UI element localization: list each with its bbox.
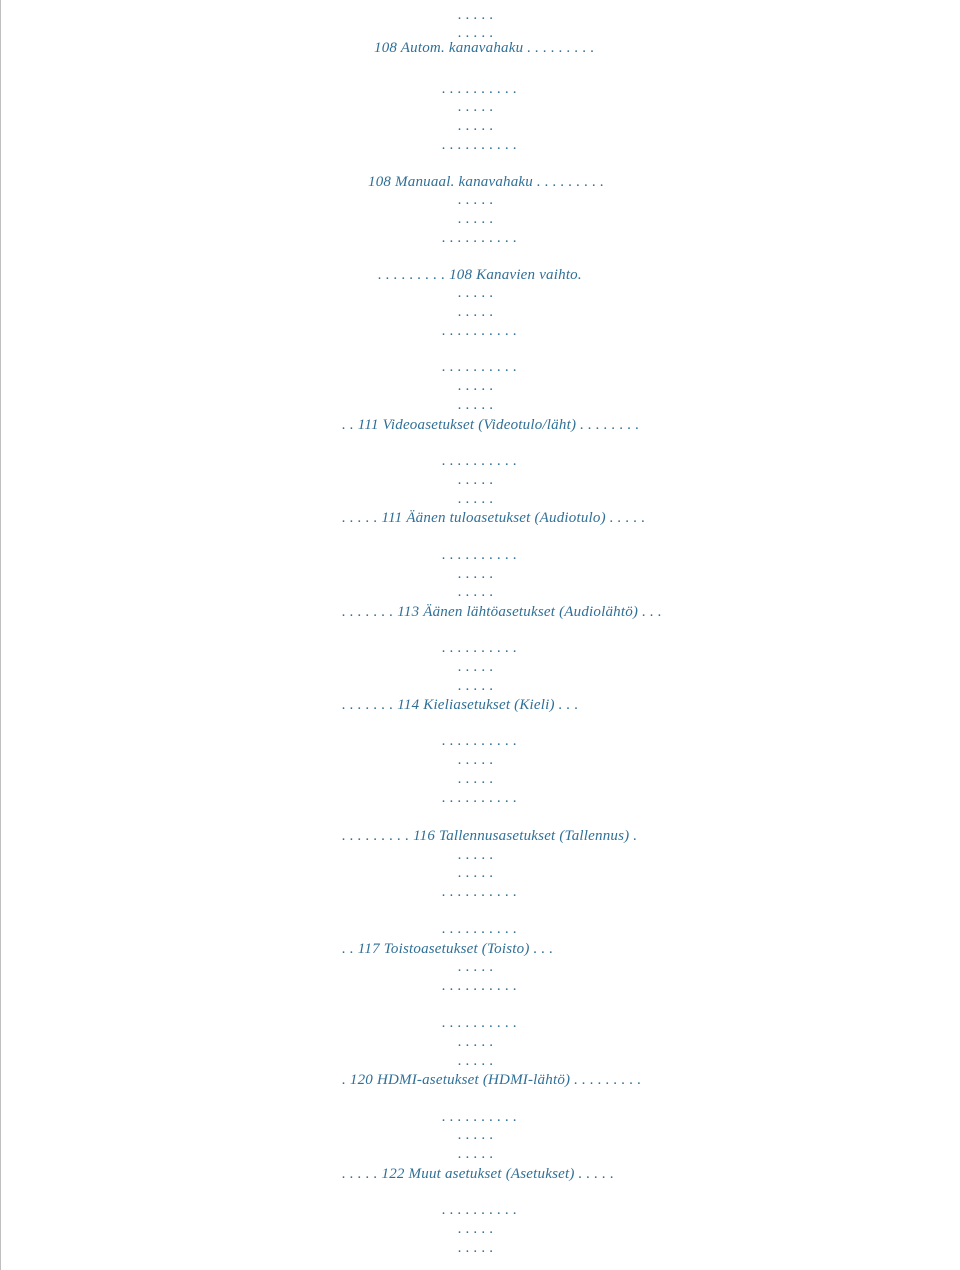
toc-entry: . . . . . 111 Äänen tuloasetukset (Audiotulo) . . . . .	[342, 510, 646, 526]
toc-leader-dots: . . . . .	[458, 1034, 494, 1050]
toc-leader-dots: . . . . . . . . . .	[442, 884, 518, 900]
toc-leader-dots: . . . . .	[458, 678, 494, 694]
toc-leader-dots: . . . . . . . . . .	[442, 137, 518, 153]
toc-entry: . . . . . 122 Muut asetukset (Asetukset) . . . . .	[342, 1166, 615, 1182]
toc-leader-dots: . . . . .	[458, 1221, 494, 1237]
toc-leader-dots: . . . . .	[458, 192, 494, 208]
toc-leader-dots: . . . . . . . . . .	[442, 978, 518, 994]
toc-entry: 108 Manuaal. kanavahaku . . . . . . . . .	[368, 174, 605, 190]
toc-leader-dots: . . . . . . . . . .	[442, 453, 518, 469]
toc-leader-dots: . . . . .	[458, 25, 494, 41]
toc-leader-dots: . . . . . . . . . .	[442, 359, 518, 375]
toc-entry: 108 Autom. kanavahaku . . . . . . . . .	[374, 40, 595, 56]
toc-leader-dots: . . . . . . . . . .	[442, 81, 518, 97]
toc-leader-dots: . . . . . . . . . .	[442, 921, 518, 937]
toc-entry: . 120 HDMI-asetukset (HDMI-lähtö) . . . . . . . . .	[342, 1072, 642, 1088]
toc-leader-dots: . . . . .	[458, 847, 494, 863]
toc-leader-dots: . . . . .	[458, 1053, 494, 1069]
toc-leader-dots: . . . . .	[458, 959, 494, 975]
toc-leader-dots: . . . . .	[458, 211, 494, 227]
toc-leader-dots: . . . . .	[458, 752, 494, 768]
toc-leader-dots: . . . . . . . . . .	[442, 1109, 518, 1125]
toc-entry: . . 111 Videoasetukset (Videotulo/läht) . . . . . . . .	[342, 417, 640, 433]
toc-leader-dots: . . . . .	[458, 397, 494, 413]
toc-leader-dots: . . . . .	[458, 472, 494, 488]
toc-leader-dots: . . . . .	[458, 378, 494, 394]
toc-leader-dots: . . . . .	[458, 304, 494, 320]
toc-leader-dots: . . . . .	[458, 865, 494, 881]
toc-leader-dots: . . . . .	[458, 659, 494, 675]
toc-entry: . . . . . . . 114 Kieliasetukset (Kieli) . . .	[342, 697, 579, 713]
toc-leader-dots: . . . . .	[458, 771, 494, 787]
toc-leader-dots: . . . . .	[458, 1127, 494, 1143]
toc-leader-dots: . . . . . . . . . .	[442, 790, 518, 806]
toc-leader-dots: . . . . .	[458, 566, 494, 582]
toc-leader-dots: . . . . .	[458, 491, 494, 507]
toc-leader-dots: . . . . .	[458, 285, 494, 301]
toc-leader-dots: . . . . . . . . . .	[442, 640, 518, 656]
toc-leader-dots: . . . . . . . . . .	[442, 230, 518, 246]
toc-entry: . . . . . . . . . 116 Tallennusasetukset (Tallennus) .	[342, 828, 638, 844]
toc-leader-dots: . . . . . . . . . .	[442, 733, 518, 749]
toc-leader-dots: . . . . .	[458, 1240, 494, 1256]
toc-leader-dots: . . . . .	[458, 99, 494, 115]
toc-leader-dots: . . . . .	[458, 584, 494, 600]
toc-entry: . . . . . . . 113 Äänen lähtöasetukset (Audiolähtö) . . .	[342, 604, 662, 620]
toc-leader-dots: . . . . . . . . . .	[442, 1202, 518, 1218]
toc-leader-dots: . . . . . . . . . .	[442, 1015, 518, 1031]
toc-leader-dots: . . . . .	[458, 118, 494, 134]
toc-entry: . . . . . . . . . 108 Kanavien vaihto.	[378, 267, 582, 283]
toc-leader-dots: . . . . . . . . . .	[442, 323, 518, 339]
toc-leader-dots: . . . . .	[458, 1146, 494, 1162]
toc-leader-dots: . . . . .	[458, 7, 494, 23]
toc-entry: . . 117 Toistoasetukset (Toisto) . . .	[342, 941, 554, 957]
toc-leader-dots: . . . . . . . . . .	[442, 547, 518, 563]
